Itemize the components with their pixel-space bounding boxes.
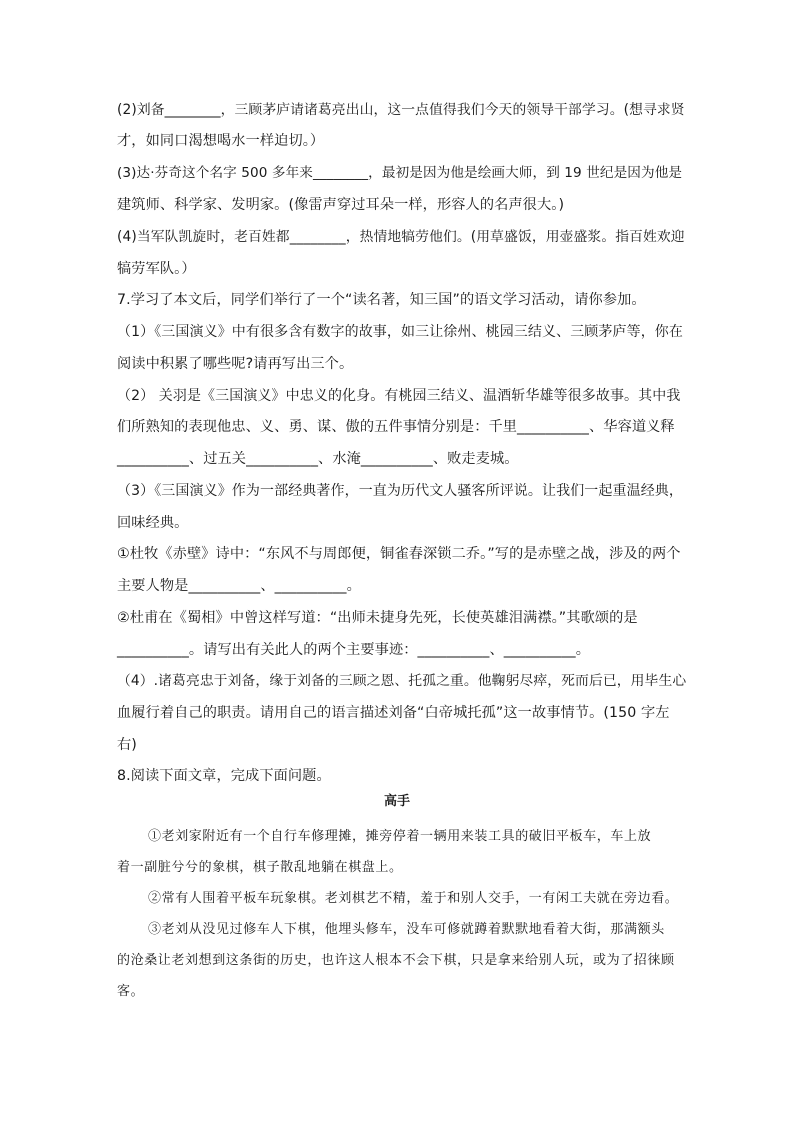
- question-6-item-3-line-2: 建筑师、科学家、发明家。(像雷声穿过耳朵一样，形容人的名声很大。): [117, 197, 565, 213]
- essay-paragraph-1-line-1: ①老刘家附近有一个自行车修理摊，摊旁停着一辆用来装工具的破旧平板车，车上放: [148, 829, 652, 844]
- question-7-part-2-line-2: 们所熟知的表现他忠、义、勇、谋、傲的五件事情分别是：千里__________、华容道义释: [117, 419, 675, 435]
- question-6-item-2-line-1: (2)刘备________，三顾茅庐请诸葛亮出山，这一点值得我们今天的领导干部学习。(想寻求贤: [117, 102, 685, 118]
- essay-paragraph-3-line-2: 的沧桑让老刘想到这条街的历史，也许这人根本不会下棋，只是拿来给别人玩，或为了招徕顾: [117, 953, 675, 968]
- question-8-stem: 8.阅读下面文章，完成下面问题。: [117, 768, 331, 784]
- question-7-part-2-line-3: __________、过五关__________、水淹__________、败走麦城。: [117, 451, 519, 467]
- question-7-part-3-sub-1-line-2: 主要人物是__________、__________。: [117, 578, 361, 594]
- question-6-item-3-line-1: (3)达·芬奇这个名字 500 多年来________，最初是因为他是绘画大师，到 19 世纪是因为他是: [117, 165, 683, 181]
- question-6-item-4-line-2: 犒劳军队。）: [117, 261, 196, 277]
- question-6-item-4-line-1: (4)当军队凯旋时，老百姓都________，热情地犒劳他们。(用草盛饭，用壶盛浆。指百姓欢迎: [117, 229, 685, 245]
- question-7-part-4-line-1: （4）.诸葛亮忠于刘备，缘于刘备的三顾之恩、托孤之重。他鞠躬尽瘁，死而后已，用毕生心: [117, 673, 687, 689]
- question-7-stem: 7.学习了本文后，同学们举行了一个“读名著，知三国”的语文学习活动，请你参加。: [117, 292, 646, 308]
- question-7-part-1-line-2: 阅读中积累了哪些呢?请再写出三个。: [117, 356, 354, 372]
- question-7-part-4-line-2: 血履行着自己的职责。请用自己的语言描述刘备“白帝城托孤”这一故事情节。(150 字左: [117, 705, 670, 721]
- question-7-part-3-sub-2-line-2: __________。请写出有关此人的两个主要事迹：__________、__________。: [117, 642, 590, 658]
- essay-paragraph-3-line-3: 客。: [117, 984, 145, 999]
- essay-paragraph-2: ②常有人围着平板车玩象棋。老刘棋艺不精，羞于和别人交手，一有闲工夫就在旁边看。: [148, 891, 679, 906]
- question-7-part-3-sub-1-line-1: ①杜牧《赤壁》诗中：“东风不与周郎便，铜雀春深锁二乔。”写的是赤壁之战，涉及的两个: [117, 546, 681, 562]
- question-7-part-3-line-2: 回味经典。: [117, 515, 189, 531]
- essay-paragraph-1-line-2: 着一副脏兮兮的象棋，棋子散乱地躺在棋盘上。: [117, 860, 403, 875]
- question-7-part-4-line-3: 右): [117, 737, 137, 753]
- essay-paragraph-3-line-1: ③老刘从没见过修车人下棋，他埋头修车，没车可修就蹲着默默地看着大街，那满额头: [148, 922, 665, 937]
- question-7-part-3-line-1: （3）《三国演义》作为一部经典著作，一直为历代文人骚客所评说。让我们一起重温经典，: [117, 483, 684, 499]
- essay-title: 高手: [383, 794, 410, 809]
- question-6-item-2-line-2: 才，如同口渴想喝水一样迫切。）: [117, 133, 325, 149]
- question-7-part-3-sub-2-line-1: ②杜甫在《蜀相》中曾这样写道：“出师未捷身先死，长使英雄泪满襟。”其歌颂的是: [117, 610, 638, 626]
- question-7-part-2-line-1: （2） 关羽是《三国演义》中忠义的化身。有桃园三结义、温酒斩华雄等很多故事。其中我: [117, 388, 681, 404]
- question-7-part-1-line-1: （1）《三国演义》中有很多含有数字的故事，如三让徐州、桃园三结义、三顾茅庐等，你在: [117, 324, 684, 340]
